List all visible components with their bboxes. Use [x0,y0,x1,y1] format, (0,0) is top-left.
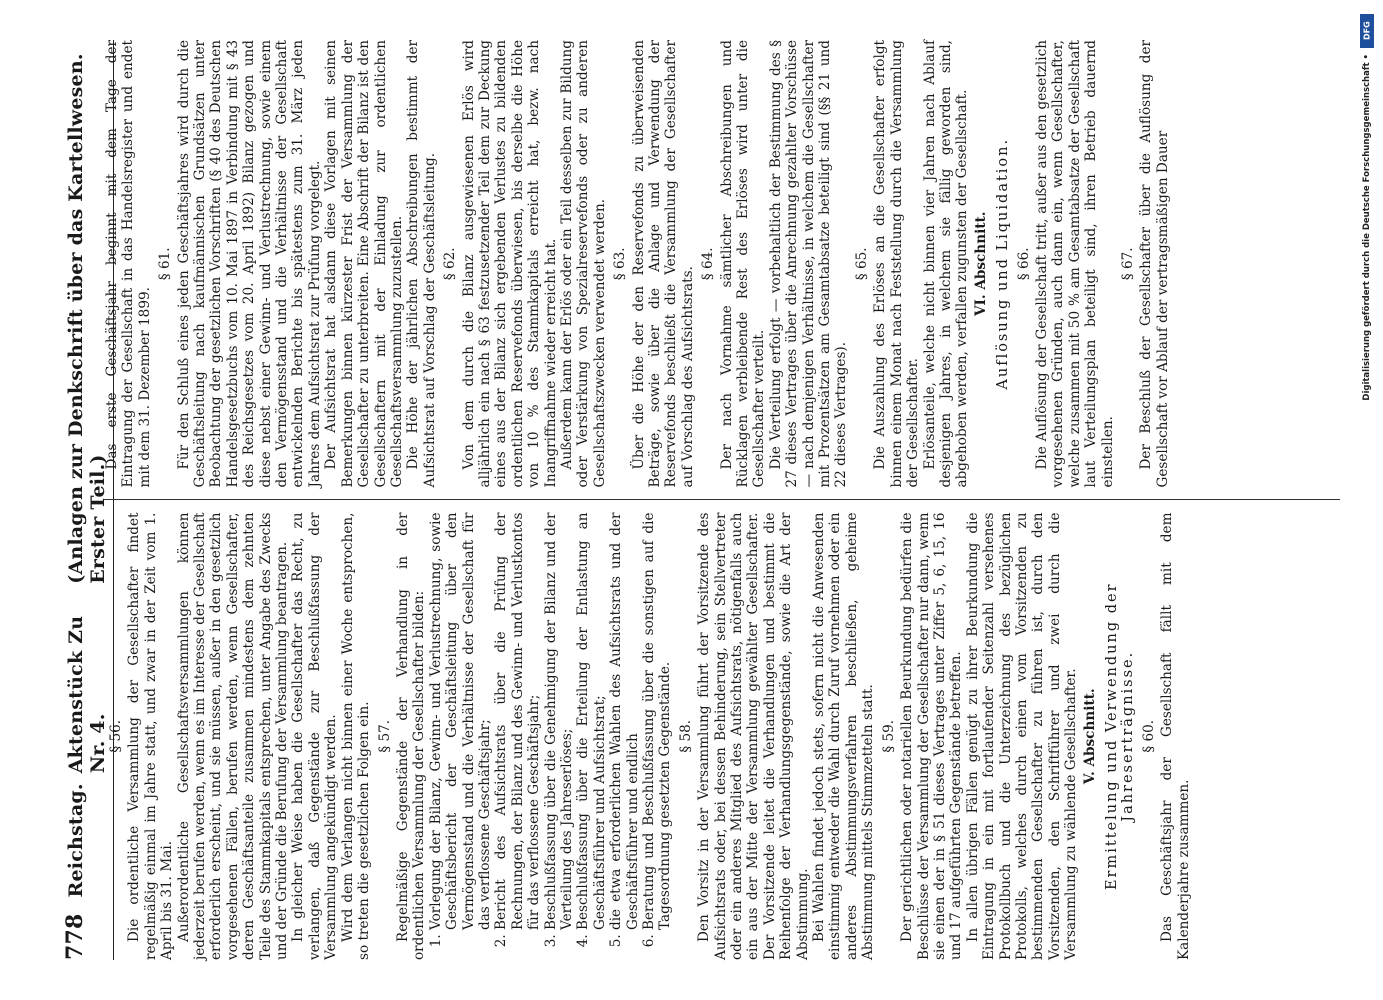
paragraph: Das erste Geschäftsjahr beginnt mit dem Tage der Eintragung der Gesellschaft in das Handelsregister und endet mit dem 31. Dezember 1899. [104,40,153,488]
page-number: 778 [62,913,88,960]
chapter-number: VI. Abschnitt. [972,211,989,317]
right-column [104,40,1340,500]
left-column [104,500,1340,961]
paragraph: Das Geschäftsjahr der Gesellschaft fällt mit dem Kalenderjahre zusammen. [1159,512,1192,960]
section-title: § 66. [1015,247,1032,281]
chapter-title: Auflösung und Liquidation. [995,137,1012,390]
list-item: 6. Beratung und Beschlußfassung über die sonstigen auf die Tagesordnung gesetzten Gegenstände. [641,513,674,931]
paragraph: In gleicher Weise haben die Gesellschafter das Recht, zu verlangen, daß Gegenstände zur Beschlußfassung der Versammlung angekündigt werden. [290,512,340,960]
section-title: § 60. [1140,719,1157,753]
section-title: § 62. [442,247,459,281]
section-title: § 58. [677,719,694,753]
paragraph: In allen übrigen Fällen genügt zu ihrer Beurkundung die Eintragung in ein mit fortlaufender Seitenzahl versehenes Protokollbuch und die Unterzeichnung des bezüglichen Protokolls, welches durch einen vom Vorsitzenden zu bestimmenden Gesellschafter zu führen ist, durch den Vorsitzenden, den Schriftführer und zwei durch die Versammlung zu wählende Gesellschafter. [964,512,1080,960]
section-title: § 67. [1119,247,1136,281]
header-middle: Aktenstück Zu Nr. 4. [65,615,109,774]
paragraph: Über die Höhe der den Reservefonds zu überweisenden Beträge, sowie über die Anlage und Verwendung der Reservefonds beschließt die Versammlung der Gesellschafter auf Vorschlag des Aufsichtsrats. [630,40,696,488]
paragraph: Wird dem Verlangen nicht binnen einer Woche entsprochen, so treten die gesetzlichen Folgen ein. [339,512,373,960]
paragraph: Die Höhe der jährlichen Abschreibungen bestimmt der Aufsichtsrat auf Vorschlag der Geschäftsleitung. [405,40,438,488]
paragraph: Die ordentliche Versammlung der Gesellschafter findet regelmäßig einmal im Jahre statt, und zwar in der Zeit vom 1. April bis 31. Mai. [126,512,176,960]
digitization-credit: Digitalisierung gefördert durch die Deutsche Forschungsgemeinschaft • [1362,54,1372,401]
header-right: (Anlagen zur Denkschrift über das Kartellwesen. Erster Teil.) [65,53,109,584]
chapter-number: V. Abschnitt. [1081,688,1098,785]
paragraph: Den Vorsitz in der Versammlung führt der Vorsitzende des Aufsichtsrats oder, bei dessen Behinderung, sein Stellvertreter oder ein anderes Mitglied des Aufsichtsrats, nötigenfalls auch ein aus der Mitte der Versammlung gewählter Gesellschafter. Der Vorsitzende leitet die Verhandlungen und bestimmt die Reihenfolge der Verhandlungsgegenstände, sowie die Art der Abstimmung. [696,512,811,960]
paragraph: Der Beschluß der Gesellschafter über die Auflösung der Gesellschaft vor Ablauf der vertragsmäßigen Dauer [1138,40,1171,488]
agenda-list [428,513,674,961]
list-item: 3. Beschlußfassung über die Genehmigung der Bilanz und der Verteilung des Jahreserlöses; [543,513,576,931]
paragraph: Außerdem kann der Erlös oder ein Teil desselben zur Bildung oder Verstärkung von Spezialreservefonds oder zu anderen Gesellschaftszwecken verwendet werden. [558,40,608,488]
digitization-note [1357,10,1377,990]
paragraph: Bei Wahlen findet jedoch stets, sofern nicht die Anwesenden einstimmig entweder die Wahl durch Zuruf vornehmen oder ein anderes Abstimmungsverfahren beschließen, geheime Abstimmung mittels Stimmzetteln statt. [811,512,877,960]
section-title: § 56. [108,719,124,753]
section-title: § 57. [376,719,393,753]
paragraph: Die Verteilung erfolgt — vorbehaltlich der Bestimmung des § 27 dieses Vertrages über die Anrechnung gezahlter Vorschüsse — nach demjenigen Verhältnisse, in welchem die Gesellschafter mit Prozentsätzen am Gesamtabsatze beteiligt sind (§§ 21 und 22 dieses Vertrages). [767,40,850,488]
section-title: § 64. [700,247,717,281]
paragraph: Außerordentliche Gesellschaftsversammlungen können jederzeit berufen werden, wenn es im Interesse der Gesellschaft erforderlich erscheint, und sie müssen, außer in den gesetzlich vorgesehenen Fällen, berufen werden, wenn Gesellschafter, deren Geschäftsanteile zusammen mindestens dem zehnten Teile des Stammkapitals entsprechen, unter Angabe des Zwecks und der Gründe die Berufung der Versammlung beantragen. [175,512,291,960]
section-title: § 61. [157,247,174,281]
paragraph: Von dem durch die Bilanz ausgewiesenen Erlös wird alljährlich ein nach § 63 festzusetzender Teil dem zur Deckung eines aus der Bilanz sich ergebenden Verlustes zu bildenden ordentlichen Reservefonds überwiesen, bis derselbe die Höhe von 10 % des Stammkapitals erreicht hat, bezw. nach Inangriffnahme wieder erreicht hat. [460,40,559,488]
section-title: § 59. [880,719,897,753]
list-item: 4. Beschlußfassung über die Erteilung der Entlastung an Geschäftsführer und Aufsichtsrat; [575,513,608,931]
dfg-logo: DFG [1360,14,1374,48]
two-column-body [104,40,1340,960]
paragraph: Regelmäßige Gegenstände der Verhandlung in der ordentlichen Versammlung der Gesellschafter bilden: [394,512,428,960]
chapter-title: Ermittelung und Verwendung der Jahreserträgnisse. [1103,582,1137,891]
section-title: § 63. [612,247,629,281]
paragraph: Die Auszahlung des Erlöses an die Gesellschafter erfolgt binnen einem Monat nach Feststellung durch die Versammlung der Gesellschafter. [872,40,922,488]
paragraph: Die Auflösung der Gesellschaft tritt, außer aus den gesetzlich vorgesehenen Gründen, auch dann ein, wenn Gesellschafter, welche zusammen mit 50 % am Gesamtabsatze der Gesellschaft laut Verteilungsplan beteiligt sind, ihren Betrieb dauernd einstellen. [1033,40,1116,488]
header-left: Reichstag. [65,783,87,898]
paragraph: Für den Schluß eines jeden Geschäftsjahres wird durch die Geschäftsleitung nach kaufmännischen Grundsätzen unter Beobachtung der gesetzlichen Vorschriften (§ 40 des Deutschen Handelsgesetzbuchs vom 10. Mai 1897 in Verbindung mit § 43 des Reichsgesetzes vom 20. April 1892) Bilanz gezogen und diese nebst einer Gewinn- und Verlustrechnung, sowie einem den Vermögensstand und die Verhältnisse der Gesellschaft entwickelnden Berichte bis spätestens zum 31. März jeden Jahres dem Aufsichtsrat zur Prüfung vorgelegt. [175,40,323,488]
list-item: 2. Bericht des Aufsichtsrats über die Prüfung der Rechnungen, der Bilanz und des Gewinn- und Verlustkontos für das verflossene Geschäftsjahr; [493,513,542,931]
paragraph: Der nach Vornahme sämtlicher Abschreibungen und Rücklagen verbleibende Rest des Erlöses wird unter die Gesellschafter verteilt. [718,40,768,488]
paragraph: Erlösanteile, welche nicht binnen vier Jahren nach Ablauf desjenigen Jahres, in welchem sie fällig geworden sind, abgehoben werden, verfallen zugunsten der Gesellschaft. [921,40,971,488]
section-title: § 65. [853,247,870,281]
paragraph: Der gerichtlichen oder notariellen Beurkundung bedürfen die Beschlüsse der Versammlung der Gesellschafter nur dann, wenn sie einen der in § 51 dieses Vertrages unter Ziffer 5, 6, 15, 16 und 17 aufgeführten Gegenstände betreffen. [899,512,965,960]
list-item: 1. Vorlegung der Bilanz, Gewinn- und Verlustrechnung, sowie Geschäftsbericht der Geschäftsleitung über den Vermögensstand und die Verhältnisse der Gesellschaft für das verflossene Geschäftsjahr; [428,513,494,931]
list-item: 5. die etwa erforderlichen Wahlen des Aufsichtsrats und der Geschäftsführer und endlich [608,513,641,931]
paragraph: Der Aufsichtsrat hat alsdann diese Vorlagen mit seinen Bemerkungen binnen kürzester Frist der Versammlung der Gesellschafter zu unterbreiten. Eine Abschrift der Bilanz ist den Gesellschaftern mit der Einladung zur ordentlichen Gesellschaftsversammlung zuzustellen. [323,40,405,488]
